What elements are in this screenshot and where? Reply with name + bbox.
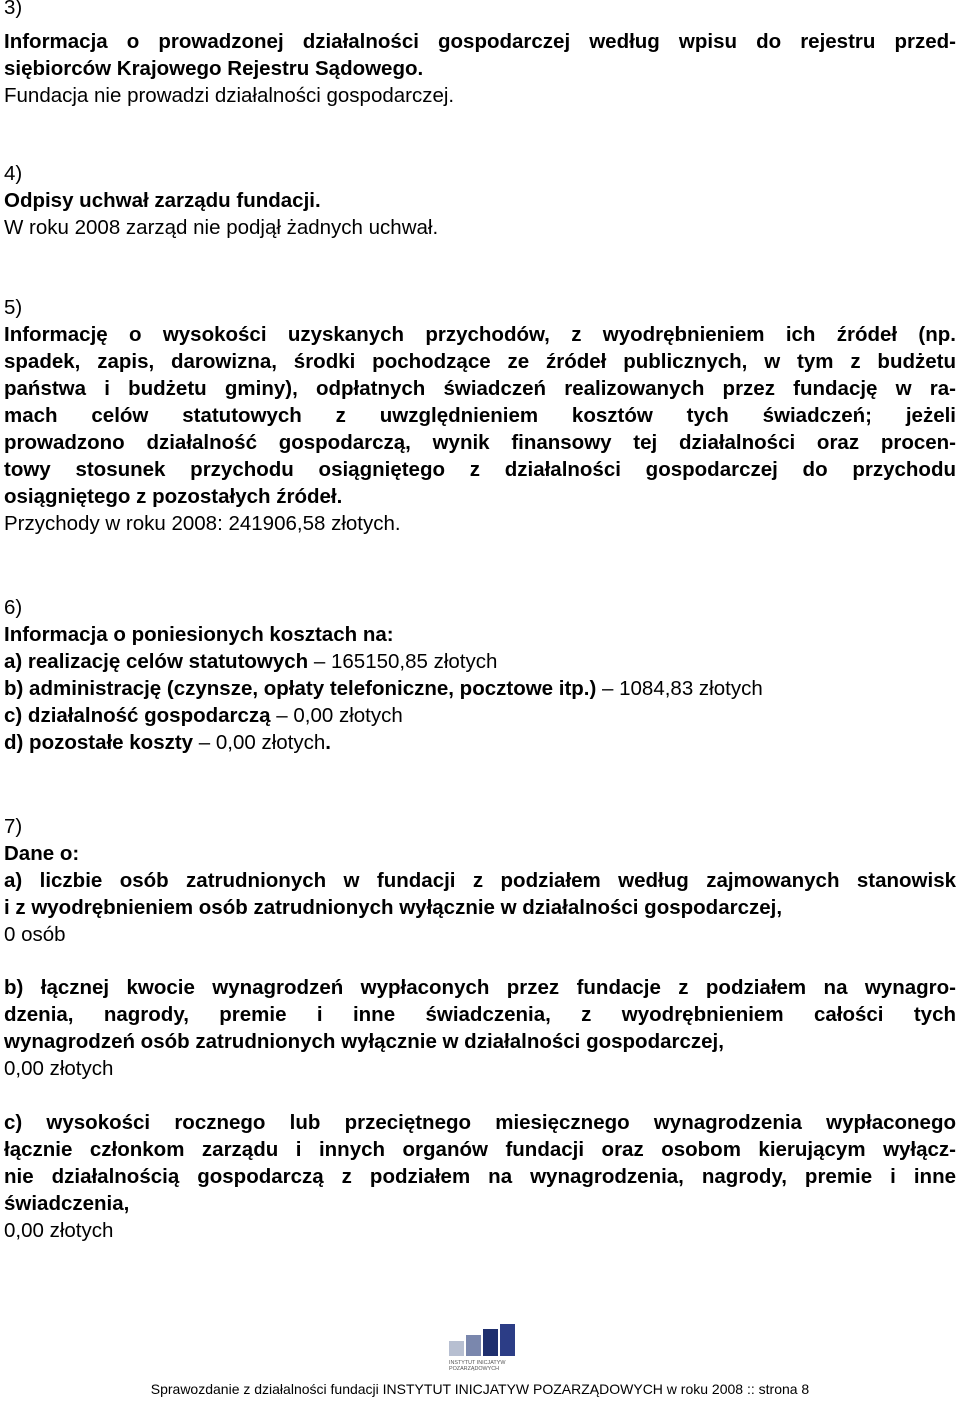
- cost-label: b) administrację (czynsze, opłaty telefoniczne, pocztowe itp.): [4, 677, 597, 700]
- section-6-number: 6): [4, 596, 23, 619]
- logo-square: [483, 1329, 498, 1356]
- section-5-title-line: państwa i budżetu gminy), odpłatnych świadczeń realizowanych przez fundację w ra-: [4, 377, 956, 400]
- section-4-number: 4): [4, 162, 23, 185]
- cost-item-business: [4, 702, 403, 729]
- section-7c-line: łącznie członkom zarządu i innych organów fundacji oraz osobom kierującym wyłącz-: [4, 1138, 956, 1161]
- section-7a-line: a) liczbie osób zatrudnionych w fundacji z podziałem według zajmowanych stanowisk: [4, 869, 956, 892]
- logo-text: POZARZĄDOWYCH: [449, 1366, 500, 1372]
- section-5-title-line: Informację o wysokości uzyskanych przychodów, z wyodrębnieniem ich źródeł (np.: [4, 323, 956, 346]
- cost-value: – 0,00 złotych: [193, 731, 326, 754]
- logo-square: [466, 1335, 481, 1356]
- section-7-title: Dane o:: [4, 842, 80, 865]
- section-5-title-line: mach celów statutowych z uwzględnieniem kosztów tych świadczeń; jeżeli: [4, 404, 956, 427]
- section-5-number: 5): [4, 296, 23, 319]
- section-5-title-line: towy stosunek przychodu osiągniętego z działalności gospodarczej do przychodu: [4, 458, 956, 481]
- section-4-title: Odpisy uchwał zarządu fundacji.: [4, 189, 321, 212]
- section-3-number: 3): [4, 0, 23, 19]
- section-7c-line: nie działalnością gospodarczą z podziałem na wynagrodzenia, nagrody, premie i inne: [4, 1165, 956, 1188]
- section-7-number: 7): [4, 815, 23, 838]
- section-6-title: Informacja o poniesionych kosztach na:: [4, 623, 394, 646]
- cost-label: d) pozostałe koszty: [4, 731, 194, 754]
- logo-square: [449, 1341, 464, 1356]
- cost-label: c) działalność gospodarczą: [4, 704, 271, 727]
- cost-value: – 0,00 złotych: [270, 704, 403, 727]
- logo-text: INSTYTUT INICJATYW: [449, 1360, 506, 1366]
- cost-label: a) realizację celów statutowych: [4, 650, 309, 673]
- section-3-text: Fundacja nie prowadzi działalności gospodarczej.: [4, 84, 455, 107]
- logo-square: [500, 1324, 515, 1356]
- section-7b-value: 0,00 złotych: [4, 1057, 114, 1080]
- section-7b-line: b) łącznej kwocie wynagrodzeń wypłaconych przez fundacje z podziałem na wynagro-: [4, 976, 956, 999]
- section-3-title-line-1: Informacja o prowadzonej działalności gospodarczej według wpisu do rejestru przed-: [4, 30, 956, 53]
- section-3-title-line-2: siębiorców Krajowego Rejestru Sądowego.: [4, 57, 424, 80]
- cost-end-period: .: [325, 731, 331, 754]
- section-5-title-line: prowadzono działalność gospodarczą, wynik finansowy tej działalności oraz procen-: [4, 431, 956, 454]
- organization-logo: [447, 1324, 517, 1372]
- section-7b-line: dzenia, nagrody, premie i inne świadczenia, z wyodrębnieniem całości tych: [4, 1003, 956, 1026]
- cost-item-other: [4, 729, 331, 756]
- section-5-title-line: spadek, zapis, darowizna, środki pochodzące ze źródeł publicznych, w tym z budżetu: [4, 350, 956, 373]
- section-7a-value: 0 osób: [4, 923, 66, 946]
- section-7a-line: i z wyodrębnieniem osób zatrudnionych wyłącznie w działalności gospodarczej,: [4, 896, 783, 919]
- section-5-text: Przychody w roku 2008: 241906,58 złotych.: [4, 512, 401, 535]
- cost-value: – 1084,83 złotych: [596, 677, 763, 700]
- section-4-text: W roku 2008 zarząd nie podjął żadnych uchwał.: [4, 216, 439, 239]
- cost-item-administration: [4, 675, 763, 702]
- section-5-title-line: osiągniętego z pozostałych źródeł.: [4, 485, 343, 508]
- cost-item-statutory: [4, 648, 497, 675]
- cost-value: – 165150,85 złotych: [308, 650, 498, 673]
- section-7c-value: 0,00 złotych: [4, 1219, 114, 1242]
- section-7b-line: wynagrodzeń osób zatrudnionych wyłącznie w działalności gospodarczej,: [4, 1030, 724, 1053]
- section-7c-line: c) wysokości rocznego lub przeciętnego miesięcznego wynagrodzenia wypłaconego: [4, 1111, 956, 1134]
- section-7c-line: świadczenia,: [4, 1192, 130, 1215]
- page-footer: Sprawozdanie z działalności fundacji INSTYTUT INICJATYW POZARZĄDOWYCH w roku 2008 :: strona 8: [150, 1381, 810, 1397]
